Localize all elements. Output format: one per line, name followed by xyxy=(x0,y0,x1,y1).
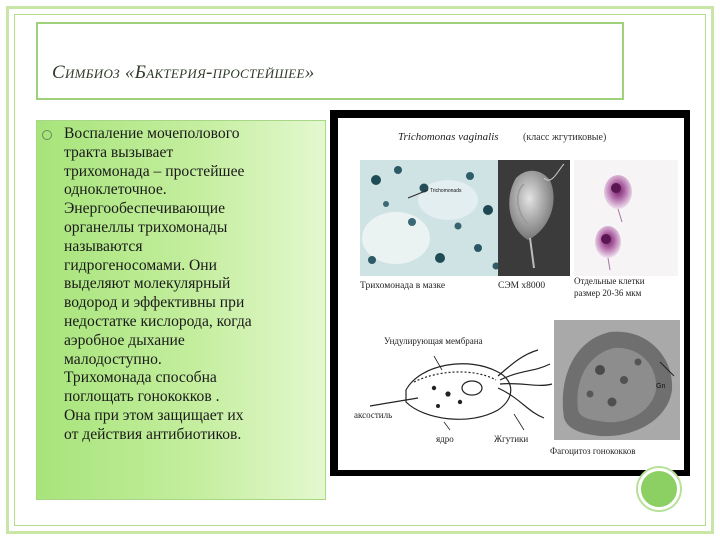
body-line: малодоступно. xyxy=(64,350,162,368)
body-line: выделяют молекулярный xyxy=(64,275,231,293)
body-line: аэробное дыхание xyxy=(64,331,185,349)
stained-cells-photo xyxy=(574,160,678,276)
body-line: Она при этом защищает их xyxy=(64,406,244,424)
smear-photo xyxy=(360,160,502,276)
axostyle-label: аксостиль xyxy=(354,410,393,420)
phagocytosis-caption: Фагоцитоз гонококков xyxy=(550,446,636,456)
slide-title: Симбиоз «Бактерия-простейшее» xyxy=(52,62,315,83)
body-line: трихомонада – простейшее xyxy=(64,162,245,180)
decorative-circle xyxy=(638,468,680,510)
body-line: недостатке кислорода, когда xyxy=(64,312,252,330)
gn-tag: Gn xyxy=(656,383,666,390)
trichomonas-diagram xyxy=(370,350,552,430)
body-line: Воспаление мочеполового xyxy=(64,125,240,142)
cells-caption-line2: размер 20-36 мкм xyxy=(574,288,642,298)
flagella-label: Жгутики xyxy=(494,434,529,444)
nucleus-label: ядро xyxy=(436,434,454,444)
body-line: тракта вызывает xyxy=(64,143,174,161)
body-line: водород и эффективны при xyxy=(64,294,245,312)
cells-caption-line1: Отдельные клетки xyxy=(574,276,645,286)
figure-svg xyxy=(338,118,684,470)
body-line: одноклеточное. xyxy=(64,181,167,199)
bullet-icon xyxy=(42,130,52,140)
body-line: от действия антибиотиков. xyxy=(64,425,242,443)
body-line: гидрогеносомами. Они xyxy=(64,256,217,274)
species-label: Trichomonas vaginalis xyxy=(398,131,499,143)
sem-photo xyxy=(498,160,570,276)
body-line: поглощать гонококков . xyxy=(64,388,220,406)
body-text xyxy=(64,125,322,445)
body-line: органеллы трихомонады xyxy=(64,218,228,236)
membrane-label: Ундулирующая мембрана xyxy=(384,336,483,346)
body-line: Трихомонада способна xyxy=(64,369,217,387)
smear-caption: Трихомонада в мазке xyxy=(360,281,446,291)
title-box xyxy=(36,22,624,100)
trichomonas-figure xyxy=(338,118,684,470)
sem-caption: СЭМ x8000 xyxy=(498,281,546,291)
body-line: Энергообеспечивающие xyxy=(64,200,225,218)
trichomonads-tag: Trichomonads xyxy=(430,188,462,194)
body-line: называются xyxy=(64,237,143,255)
class-label: (класс жгутиковые) xyxy=(523,132,607,143)
phagocytosis-photo xyxy=(554,320,680,440)
